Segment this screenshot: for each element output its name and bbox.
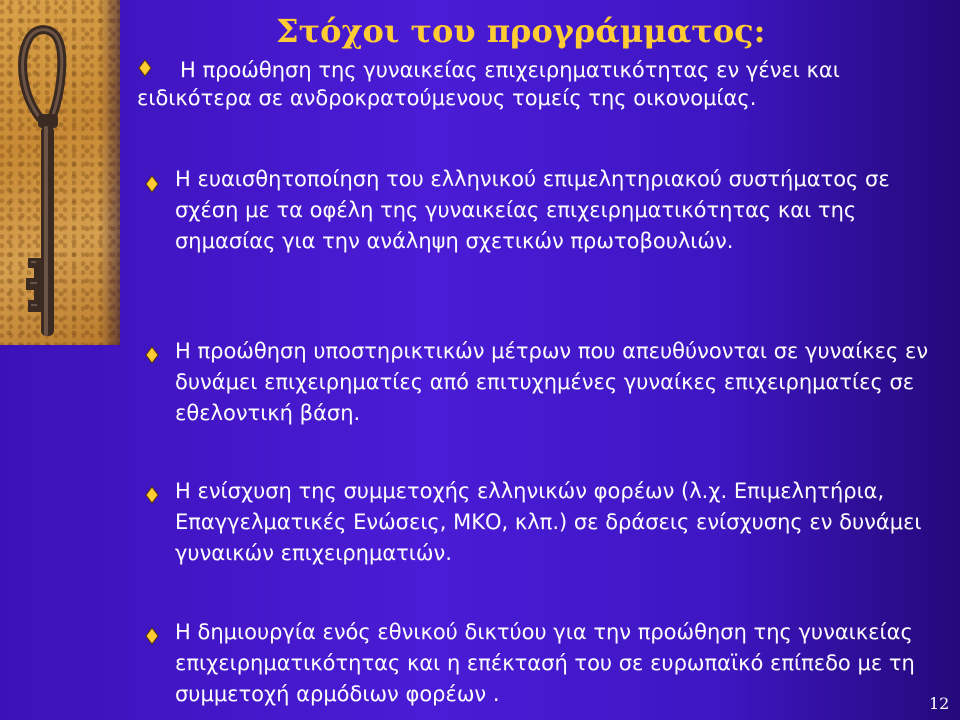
- bullet-text-1: Η προώθηση της γυναικείας επιχειρηματικότητας εν γένει και ειδικότερα σε ανδροκρατούμενους τομείς της οικονομίας.: [137, 58, 840, 110]
- bullet-text-3: Η προώθηση υποστηρικτικών μέτρων που απευθύνονται σε γυναίκες εν δυνάμει επιχειρηματίες από επιτυχημένες γυναίκες επιχειρηματίες σε εθελοντική βάση.: [175, 339, 929, 425]
- diamond-bullet-icon: [142, 626, 162, 646]
- page-number: 12: [929, 694, 950, 713]
- diamond-bullet-icon: [142, 485, 162, 505]
- bullet-text-2: Η ευαισθητοποίηση του ελληνικού επιμελητηριακού συστήματος σε σχέση με τα οφέλη της γυναικείας επιχειρηματικότητας και της σημασίας για την ανάληψη σχετικών πρωτοβουλιών.: [175, 167, 890, 253]
- slide-title: Στόχοι του προγράμματος:: [276, 12, 766, 50]
- diamond-bullet-icon: [142, 174, 162, 194]
- diamond-bullet-icon: [142, 345, 162, 365]
- antique-key-icon: [0, 0, 120, 345]
- bullet-text-5: Η δημιουργία ενός εθνικού δικτύου για την προώθηση της γυναικείας επιχειρηματικότητας και η επέκτασή του σε ευρωπαϊκό επίπεδο με τη συμμετοχή αρμόδιων φορέων .: [175, 620, 915, 706]
- bullet-text-4: Η ενίσχυση της συμμετοχής ελληνικών φορέων (λ.χ. Επιμελητήρια, Επαγγελματικές Ενώσεις, ΜΚΟ, κλπ.) σε δράσεις ενίσχυσης εν δυνάμει γυναικών επιχειρηματιών.: [175, 479, 922, 565]
